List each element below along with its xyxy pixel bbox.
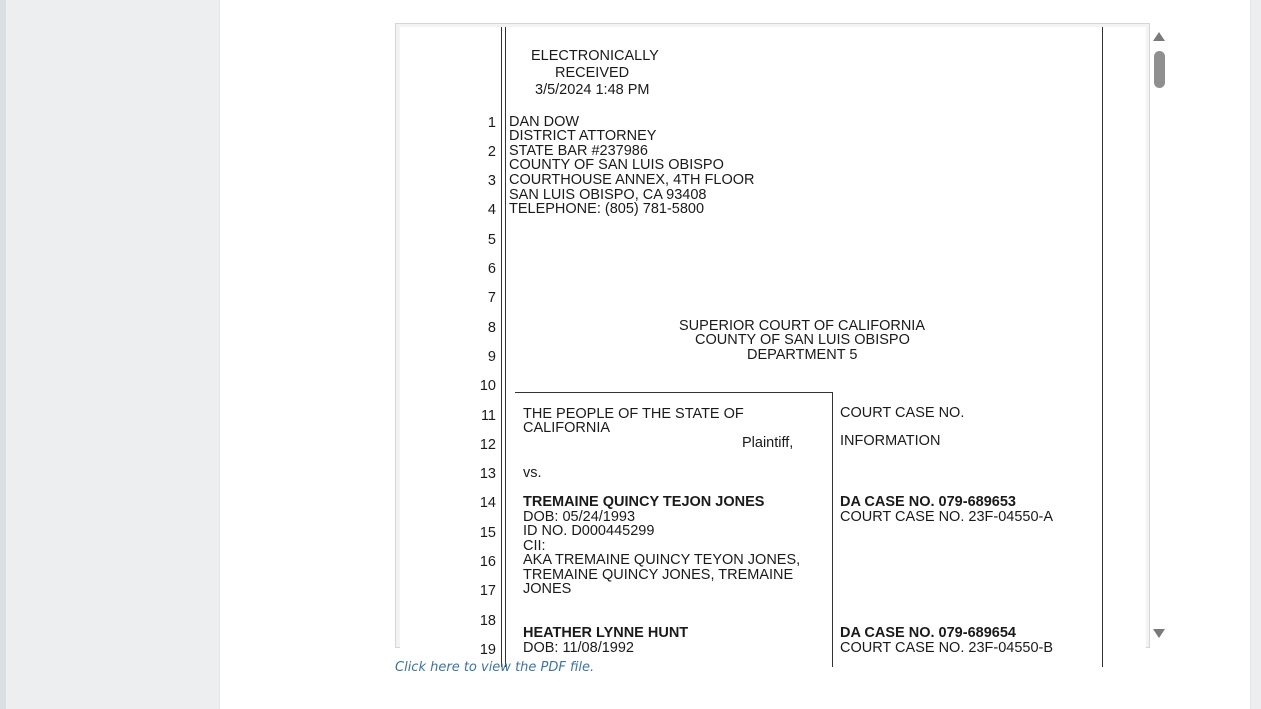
header-line: STATE BAR #237986 — [509, 143, 648, 159]
line-number: 8 — [487, 320, 496, 336]
header-line: SAN LUIS OBISPO, CA 93408 — [509, 187, 707, 203]
caption-people: THE PEOPLE OF THE STATE OF — [523, 406, 744, 422]
line-number: 10 — [479, 378, 496, 394]
defendant-detail: CII: — [523, 538, 546, 554]
defendant-detail: DOB: 05/24/1993 — [523, 509, 636, 525]
court-heading: SUPERIOR COURT OF CALIFORNIA — [679, 318, 925, 334]
line-number: 15 — [479, 525, 496, 541]
pdf-viewer[interactable] — [395, 23, 1150, 658]
da-case-number: DA CASE NO. 079-689654 — [840, 625, 1016, 641]
view-pdf-link[interactable]: Click here to view the PDF file. — [395, 660, 595, 675]
left-margin-rule-inner — [505, 27, 506, 667]
court-heading: DEPARTMENT 5 — [747, 347, 858, 363]
line-number: 17 — [479, 583, 496, 599]
line-number: 13 — [479, 466, 496, 482]
right-edge — [1251, 0, 1261, 709]
line-number: 9 — [487, 349, 496, 365]
caption-plaintiff: Plaintiff, — [742, 435, 794, 451]
stamp-line: ELECTRONICALLY — [531, 48, 659, 64]
line-number: 11 — [480, 408, 496, 424]
scroll-thumb[interactable] — [1154, 51, 1165, 88]
stamp-line: RECEIVED — [555, 65, 630, 81]
court-case-label: COURT CASE NO. — [840, 405, 965, 421]
left-gutter — [0, 0, 6, 709]
defendant-detail: AKA TREMAINE QUINCY TEYON JONES, — [523, 552, 801, 568]
line-number: 7 — [487, 290, 496, 306]
triangle-down-icon[interactable] — [1153, 629, 1165, 638]
stamp-line: 3/5/2024 1:48 PM — [535, 82, 650, 98]
da-case-number: DA CASE NO. 079-689653 — [840, 494, 1016, 510]
header-line: COURTHOUSE ANNEX, 4TH FLOOR — [509, 172, 755, 188]
defendant-detail: DOB: 11/08/1992 — [523, 640, 634, 656]
caption-vs: vs. — [523, 465, 542, 481]
defendant-detail: ID NO. D000445299 — [523, 523, 655, 539]
line-number: 14 — [479, 495, 496, 511]
caption-divider-rule — [832, 392, 833, 667]
court-case-number: COURT CASE NO. 23F-04550-A — [840, 509, 1054, 525]
header-line: DAN DOW — [509, 114, 580, 130]
caption-top-rule — [515, 392, 833, 393]
caption-people: CALIFORNIA — [523, 420, 611, 436]
left-margin-rule-outer — [501, 27, 502, 667]
right-margin-rule — [1102, 27, 1103, 667]
line-number: 18 — [479, 613, 496, 629]
defendant-detail: TREMAINE QUINCY JONES, TREMAINE — [523, 567, 794, 583]
defendant-name: HEATHER LYNNE HUNT — [523, 625, 689, 641]
line-number: 2 — [487, 144, 496, 160]
line-number: 16 — [479, 554, 496, 570]
line-number: 6 — [487, 261, 496, 277]
line-number: 19 — [479, 642, 496, 658]
line-number: 4 — [487, 202, 496, 218]
header-line: TELEPHONE: (805) 781-5800 — [509, 201, 705, 217]
header-line: COUNTY OF SAN LUIS OBISPO — [509, 157, 724, 173]
header-line: DISTRICT ATTORNEY — [509, 128, 657, 144]
information-label: INFORMATION — [840, 433, 941, 449]
triangle-up-icon[interactable] — [1153, 32, 1165, 41]
court-heading: COUNTY OF SAN LUIS OBISPO — [695, 332, 910, 348]
pdf-scrollbar[interactable] — [1151, 30, 1169, 645]
court-case-number: COURT CASE NO. 23F-04550-B — [840, 640, 1054, 656]
defendant-name: TREMAINE QUINCY TEJON JONES — [523, 494, 765, 510]
line-number: 12 — [479, 437, 496, 453]
line-number: 3 — [487, 173, 496, 189]
line-number: 5 — [487, 232, 496, 248]
defendant-detail: JONES — [523, 581, 572, 597]
pdf-page — [400, 27, 1146, 667]
line-number: 1 — [487, 115, 496, 131]
